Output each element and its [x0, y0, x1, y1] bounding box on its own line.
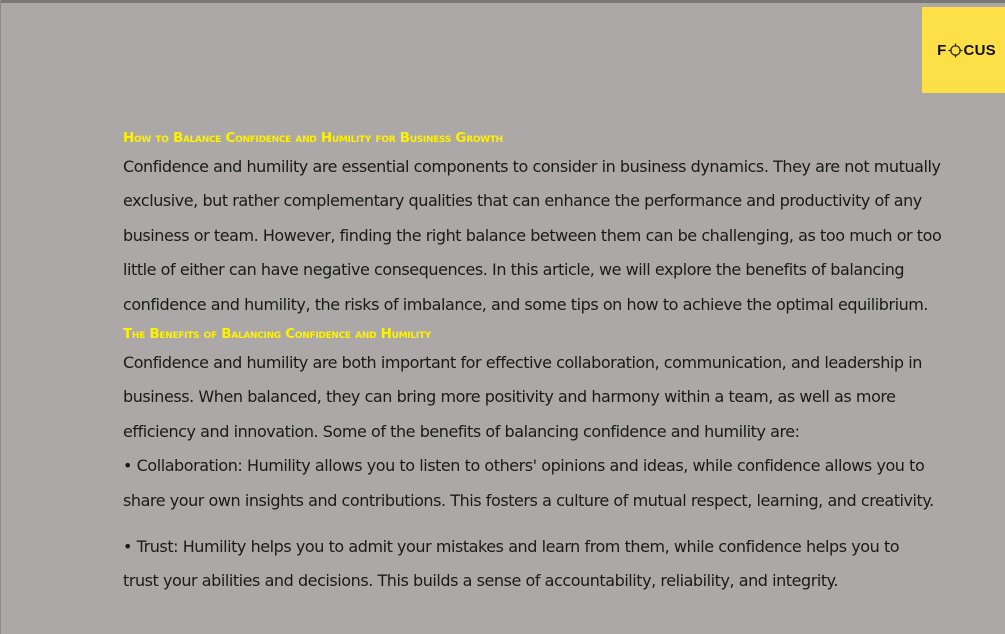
benefits-line: efficiency and innovation. Some of the benefits of balancing confidence and humility are: [123, 421, 800, 441]
intro-line: business or team. However, finding the right balance between them can be challenging, as too much or too [123, 225, 942, 245]
bullet-text: share your own insights and contributions. This fosters a culture of mutual respect, learning, and creativity. [123, 490, 934, 510]
focus-logo-badge[interactable] [922, 7, 1005, 93]
focus-logo-suffix: CUS [963, 41, 996, 59]
bullet-text: Trust: Humility helps you to admit your mistakes and learn from them, while confidence helps you to [136, 537, 900, 557]
bullet-text: Collaboration: Humility allows you to listen to others' opinions and ideas, while confidence allows you to [136, 456, 925, 476]
bullet-item-collaboration [123, 449, 953, 518]
article-body [123, 126, 953, 599]
window-left-border [0, 0, 1, 634]
benefits-line: Confidence and humility are both important for effective collaboration, communication, and leadership in [123, 353, 922, 373]
benefits-line: business. When balanced, they can bring more positivity and harmony within a team, as well as more [123, 387, 896, 407]
article-heading: How to Balance Confidence and Humility for Business Growth [123, 130, 503, 146]
benefits-paragraph [123, 346, 953, 449]
window-top-border [0, 0, 1005, 3]
target-icon [948, 43, 963, 58]
bullet-marker: • [123, 456, 132, 476]
intro-line: confidence and humility, the risks of imbalance, and some tips on how to achieve the optimal equilibrium. [123, 294, 929, 314]
focus-logo-text [937, 42, 996, 59]
focus-logo-prefix: F [937, 41, 947, 59]
intro-paragraph [123, 150, 953, 322]
intro-line: little of either can have negative consequences. In this article, we will explore the benefits of balancing [123, 260, 905, 280]
bullet-item-trust [123, 530, 953, 599]
section-heading: The Benefits of Balancing Confidence and Humility [123, 326, 431, 343]
bullet-text: trust your abilities and decisions. This builds a sense of accountability, reliability, and integrity. [123, 571, 839, 591]
intro-line: exclusive, but rather complementary qualities that can enhance the performance and productivity of any [123, 191, 922, 211]
intro-line: Confidence and humility are essential components to consider in business dynamics. They are not mutually [123, 157, 941, 176]
bullet-marker: • [123, 537, 132, 557]
